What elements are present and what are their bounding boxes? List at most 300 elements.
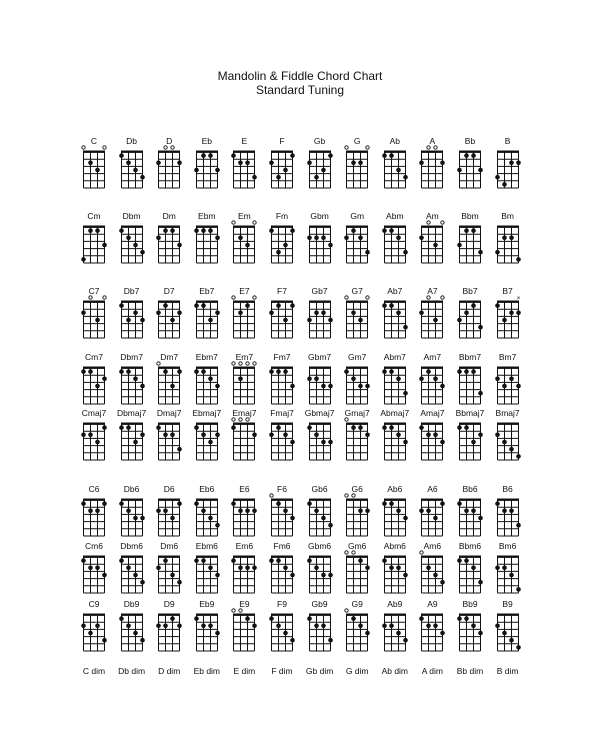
- chord-g9: [337, 599, 377, 667]
- chord-diagram: [375, 408, 415, 476]
- chord-label: Am6: [423, 541, 442, 551]
- finger-dot: [232, 501, 237, 506]
- nut: [83, 151, 105, 153]
- finger-dot: [502, 236, 507, 241]
- chord-diagram: [224, 408, 264, 476]
- chord-label: Eb6: [199, 484, 215, 494]
- chord-bm: [488, 211, 528, 279]
- open-string-marker: [345, 551, 348, 554]
- finger-dot: [208, 377, 213, 382]
- chord-label: G9: [351, 599, 363, 609]
- finger-dot: [441, 631, 446, 636]
- finger-dot: [95, 624, 100, 629]
- finger-dot: [427, 566, 432, 571]
- chord-d: [149, 136, 189, 204]
- chord-diagram: [412, 408, 452, 476]
- finger-dot: [276, 624, 281, 629]
- finger-dot: [156, 311, 161, 316]
- nut: [309, 556, 331, 558]
- chord-fm: [262, 211, 302, 279]
- dim-chord-label: G dim: [345, 666, 369, 676]
- chord-f7: [262, 286, 302, 354]
- finger-dot: [495, 303, 500, 308]
- finger-dot: [246, 303, 251, 308]
- chord-gbmaj7: [300, 408, 340, 476]
- nut: [497, 301, 519, 303]
- chord-label: Gb6: [311, 484, 328, 494]
- chord-fmaj7: [262, 408, 302, 476]
- finger-dot: [509, 311, 514, 316]
- finger-dot: [427, 433, 432, 438]
- finger-dot: [314, 509, 319, 514]
- finger-dot: [321, 311, 326, 316]
- finger-dot: [365, 250, 370, 255]
- finger-dot: [133, 311, 138, 316]
- nut: [421, 556, 443, 558]
- chord-db7: [112, 286, 152, 354]
- chord-label: F: [279, 136, 285, 146]
- finger-dot: [509, 447, 514, 452]
- finger-dot: [495, 566, 500, 571]
- chord-bbm: [450, 211, 490, 279]
- finger-dot: [170, 573, 175, 578]
- chord-eb9: [187, 599, 227, 667]
- finger-dot: [351, 311, 356, 316]
- nut: [196, 556, 218, 558]
- finger-dot: [239, 161, 244, 166]
- chord-gb9: [300, 599, 340, 667]
- chord-label: Bb9: [462, 599, 478, 609]
- finger-dot: [140, 250, 145, 255]
- finger-dot: [156, 161, 161, 166]
- chord-diagram: [149, 599, 189, 667]
- nut: [196, 301, 218, 303]
- finger-dot: [358, 236, 363, 241]
- chord-a: [412, 136, 452, 204]
- finger-dot: [246, 161, 251, 166]
- finger-dot: [133, 440, 138, 445]
- finger-dot: [351, 161, 356, 166]
- finger-dot: [208, 440, 213, 445]
- chord-label: Gb7: [311, 286, 328, 296]
- finger-dot: [201, 228, 206, 233]
- dim-chord-label: Eb dim: [193, 666, 221, 676]
- finger-dot: [170, 318, 175, 323]
- nut: [421, 614, 443, 616]
- finger-dot: [290, 440, 295, 445]
- nut: [158, 556, 180, 558]
- chord-diagram: [412, 286, 452, 354]
- finger-dot: [464, 153, 469, 158]
- finger-dot: [457, 168, 462, 173]
- chord-emaj7: [224, 408, 264, 476]
- finger-dot: [389, 303, 394, 308]
- finger-dot: [232, 425, 237, 430]
- chord-diagram: [450, 211, 490, 279]
- nut: [158, 226, 180, 228]
- chord-diagram: [300, 211, 340, 279]
- chord-label: Bm7: [498, 352, 517, 362]
- finger-dot: [163, 558, 168, 563]
- finger-dot: [307, 161, 312, 166]
- finger-dot: [420, 161, 425, 166]
- nut: [158, 367, 180, 369]
- finger-dot: [389, 369, 394, 374]
- finger-dot: [163, 624, 168, 629]
- nut: [271, 301, 293, 303]
- finger-dot: [382, 153, 387, 158]
- finger-dot: [403, 391, 408, 396]
- chord-eb7: [187, 286, 227, 354]
- nut: [309, 226, 331, 228]
- finger-dot: [215, 631, 220, 636]
- chord-label: Eb7: [199, 286, 215, 296]
- chord-label: C: [90, 136, 98, 146]
- chord-ab: [375, 136, 415, 204]
- chord-abm: [375, 211, 415, 279]
- nut: [121, 226, 143, 228]
- chord-label: A7: [427, 286, 438, 296]
- chord-label: Fm: [275, 211, 289, 221]
- chord-label: Fm6: [273, 541, 291, 551]
- chord-label: Gm: [350, 211, 365, 221]
- finger-dot: [344, 369, 349, 374]
- open-string-marker: [232, 609, 235, 612]
- finger-dot: [208, 566, 213, 571]
- chord-label: Abm6: [383, 541, 406, 551]
- finger-dot: [81, 369, 86, 374]
- nut: [309, 499, 331, 501]
- finger-dot: [420, 377, 425, 382]
- finger-dot: [389, 425, 394, 430]
- finger-dot: [194, 558, 199, 563]
- chord-amaj7: [412, 408, 452, 476]
- chord-label: Cm6: [85, 541, 103, 551]
- dim-chord-label: Bb dim: [456, 666, 484, 676]
- finger-dot: [516, 257, 521, 262]
- finger-dot: [163, 433, 168, 438]
- finger-dot: [502, 318, 507, 323]
- finger-dot: [133, 516, 138, 521]
- finger-dot: [516, 384, 521, 389]
- chord-b7: [488, 286, 528, 354]
- finger-dot: [358, 161, 363, 166]
- nut: [271, 226, 293, 228]
- chord-diagram: [450, 599, 490, 667]
- nut: [309, 301, 331, 303]
- open-string-marker: [441, 221, 444, 224]
- finger-dot: [177, 311, 182, 316]
- finger-dot: [365, 566, 370, 571]
- chord-label: E: [241, 136, 248, 146]
- finger-dot: [126, 624, 131, 629]
- chord-label: Gmaj7: [344, 408, 370, 418]
- chord-diagram: [375, 136, 415, 204]
- nut: [196, 499, 218, 501]
- finger-dot: [177, 369, 182, 374]
- finger-dot: [290, 638, 295, 643]
- nut: [121, 499, 143, 501]
- finger-dot: [471, 624, 476, 629]
- nut: [158, 301, 180, 303]
- finger-dot: [170, 616, 175, 621]
- finger-dot: [389, 624, 394, 629]
- finger-dot: [478, 325, 483, 330]
- finger-dot: [365, 384, 370, 389]
- nut: [421, 423, 443, 425]
- chord-diagram: [262, 211, 302, 279]
- finger-dot: [502, 384, 507, 389]
- chord-dmaj7: [149, 408, 189, 476]
- chord-label: G6: [351, 484, 363, 494]
- nut: [421, 226, 443, 228]
- chord-label: Ab6: [387, 484, 403, 494]
- finger-dot: [403, 250, 408, 255]
- finger-dot: [201, 558, 206, 563]
- chord-label: Gbm: [310, 211, 329, 221]
- nut: [497, 423, 519, 425]
- chord-diagram: [112, 136, 152, 204]
- finger-dot: [140, 516, 145, 521]
- open-string-marker: [345, 494, 348, 497]
- chord-label: Bm6: [498, 541, 517, 551]
- chord-a9: [412, 599, 452, 667]
- finger-dot: [382, 303, 387, 308]
- finger-dot: [403, 175, 408, 180]
- finger-dot: [351, 377, 356, 382]
- finger-dot: [321, 573, 326, 578]
- finger-dot: [420, 236, 425, 241]
- finger-dot: [434, 243, 439, 248]
- finger-dot: [358, 384, 363, 389]
- chord-gb7: [300, 286, 340, 354]
- chord-label: Bbm7: [458, 352, 482, 362]
- dim-chord-label: Gb dim: [305, 666, 334, 676]
- finger-dot: [478, 516, 483, 521]
- open-string-marker: [253, 362, 256, 365]
- finger-dot: [307, 501, 312, 506]
- chord-diagram: [262, 599, 302, 667]
- open-string-marker: [366, 146, 369, 149]
- chord-diagram: [488, 286, 528, 354]
- nut: [346, 423, 368, 425]
- chord-label: Gb: [313, 136, 326, 146]
- finger-dot: [81, 501, 86, 506]
- finger-dot: [321, 624, 326, 629]
- finger-dot: [232, 558, 237, 563]
- nut: [459, 499, 481, 501]
- finger-dot: [351, 425, 356, 430]
- finger-dot: [102, 573, 107, 578]
- nut: [83, 301, 105, 303]
- finger-dot: [396, 236, 401, 241]
- open-string-marker: [345, 609, 348, 612]
- chord-diagram: [74, 286, 114, 354]
- nut: [196, 423, 218, 425]
- finger-dot: [464, 558, 469, 563]
- finger-dot: [283, 631, 288, 636]
- finger-dot: [81, 257, 86, 262]
- finger-dot: [478, 391, 483, 396]
- finger-dot: [307, 377, 312, 382]
- chord-label: Dbmaj7: [116, 408, 147, 418]
- chord-label: B9: [502, 599, 513, 609]
- finger-dot: [516, 161, 521, 166]
- finger-dot: [314, 377, 319, 382]
- finger-dot: [126, 425, 131, 430]
- finger-dot: [246, 243, 251, 248]
- chord-label: Bb: [464, 136, 476, 146]
- document-title: Mandolin & Fiddle Chord Chart: [217, 69, 383, 83]
- chord-label: D: [166, 136, 173, 146]
- nut: [196, 614, 218, 616]
- chord-label: Cmaj7: [81, 408, 107, 418]
- finger-dot: [321, 384, 326, 389]
- nut: [384, 151, 406, 153]
- chord-label: D6: [163, 484, 175, 494]
- finger-dot: [201, 624, 206, 629]
- nut: [121, 151, 143, 153]
- finger-dot: [283, 566, 288, 571]
- finger-dot: [140, 384, 145, 389]
- chord-abmaj7: [375, 408, 415, 476]
- finger-dot: [328, 318, 333, 323]
- finger-dot: [478, 580, 483, 585]
- finger-dot: [382, 369, 387, 374]
- chord-diagram: [412, 211, 452, 279]
- finger-dot: [119, 369, 124, 374]
- nut: [271, 499, 293, 501]
- open-string-marker: [345, 418, 348, 421]
- finger-dot: [495, 377, 500, 382]
- finger-dot: [358, 318, 363, 323]
- finger-dot: [283, 168, 288, 173]
- nut: [421, 151, 443, 153]
- nut: [421, 301, 443, 303]
- chord-e7: [224, 286, 264, 354]
- finger-dot: [276, 175, 281, 180]
- finger-dot: [389, 566, 394, 571]
- nut: [346, 614, 368, 616]
- nut: [346, 301, 368, 303]
- finger-dot: [457, 558, 462, 563]
- finger-dot: [276, 558, 281, 563]
- open-string-marker: [246, 362, 249, 365]
- finger-dot: [495, 624, 500, 629]
- chord-ab9: [375, 599, 415, 667]
- finger-dot: [464, 425, 469, 430]
- chord-e9: [224, 599, 264, 667]
- finger-dot: [471, 566, 476, 571]
- chord-diagram: [262, 408, 302, 476]
- chord-diagram: [112, 211, 152, 279]
- finger-dot: [516, 645, 521, 650]
- finger-dot: [495, 501, 500, 506]
- chord-label: A9: [427, 599, 438, 609]
- chord-label: C9: [88, 599, 100, 609]
- finger-dot: [269, 161, 274, 166]
- nut: [421, 499, 443, 501]
- finger-dot: [457, 243, 462, 248]
- chord-label: C7: [88, 286, 100, 296]
- chord-diagram: [337, 286, 377, 354]
- open-string-marker: [427, 296, 430, 299]
- chord-g7: [337, 286, 377, 354]
- finger-dot: [88, 509, 93, 514]
- finger-dot: [420, 311, 425, 316]
- finger-dot: [351, 616, 356, 621]
- chord-diagram: [337, 136, 377, 204]
- finger-dot: [163, 228, 168, 233]
- finger-dot: [307, 318, 312, 323]
- finger-dot: [382, 624, 387, 629]
- chord-bb: [450, 136, 490, 204]
- finger-dot: [509, 377, 514, 382]
- chord-e: [224, 136, 264, 204]
- finger-dot: [119, 616, 124, 621]
- chord-gb: [300, 136, 340, 204]
- chord-diagram: [412, 599, 452, 667]
- finger-dot: [382, 558, 387, 563]
- chord-label: Bb7: [462, 286, 478, 296]
- finger-dot: [156, 509, 161, 514]
- chord-label: Bbm: [461, 211, 479, 221]
- chord-db9: [112, 599, 152, 667]
- finger-dot: [102, 638, 107, 643]
- finger-dot: [328, 384, 333, 389]
- chord-label: Abm: [386, 211, 404, 221]
- chord-diagram: [112, 408, 152, 476]
- finger-dot: [140, 175, 145, 180]
- nut: [384, 423, 406, 425]
- open-string-marker: [345, 146, 348, 149]
- finger-dot: [215, 433, 220, 438]
- chord-f: [262, 136, 302, 204]
- finger-dot: [246, 616, 251, 621]
- chord-label: Bmaj7: [495, 408, 520, 418]
- chord-label: Gbm7: [308, 352, 332, 362]
- nut: [384, 556, 406, 558]
- nut: [309, 367, 331, 369]
- finger-dot: [215, 311, 220, 316]
- finger-dot: [81, 311, 86, 316]
- open-string-marker: [253, 296, 256, 299]
- finger-dot: [194, 228, 199, 233]
- finger-dot: [163, 369, 168, 374]
- finger-dot: [119, 303, 124, 308]
- finger-dot: [403, 573, 408, 578]
- nut: [346, 499, 368, 501]
- finger-dot: [88, 369, 93, 374]
- finger-dot: [95, 566, 100, 571]
- chord-f9: [262, 599, 302, 667]
- chord-diagram: [224, 136, 264, 204]
- finger-dot: [276, 369, 281, 374]
- finger-dot: [126, 509, 131, 514]
- finger-dot: [328, 153, 333, 158]
- nut: [271, 556, 293, 558]
- finger-dot: [88, 631, 93, 636]
- chord-label: Am: [426, 211, 439, 221]
- finger-dot: [119, 501, 124, 506]
- finger-dot: [269, 433, 274, 438]
- finger-dot: [502, 509, 507, 514]
- dim-chord-label: D dim: [158, 666, 181, 676]
- chord-diagram: [300, 286, 340, 354]
- finger-dot: [314, 175, 319, 180]
- nut: [121, 423, 143, 425]
- finger-dot: [269, 311, 274, 316]
